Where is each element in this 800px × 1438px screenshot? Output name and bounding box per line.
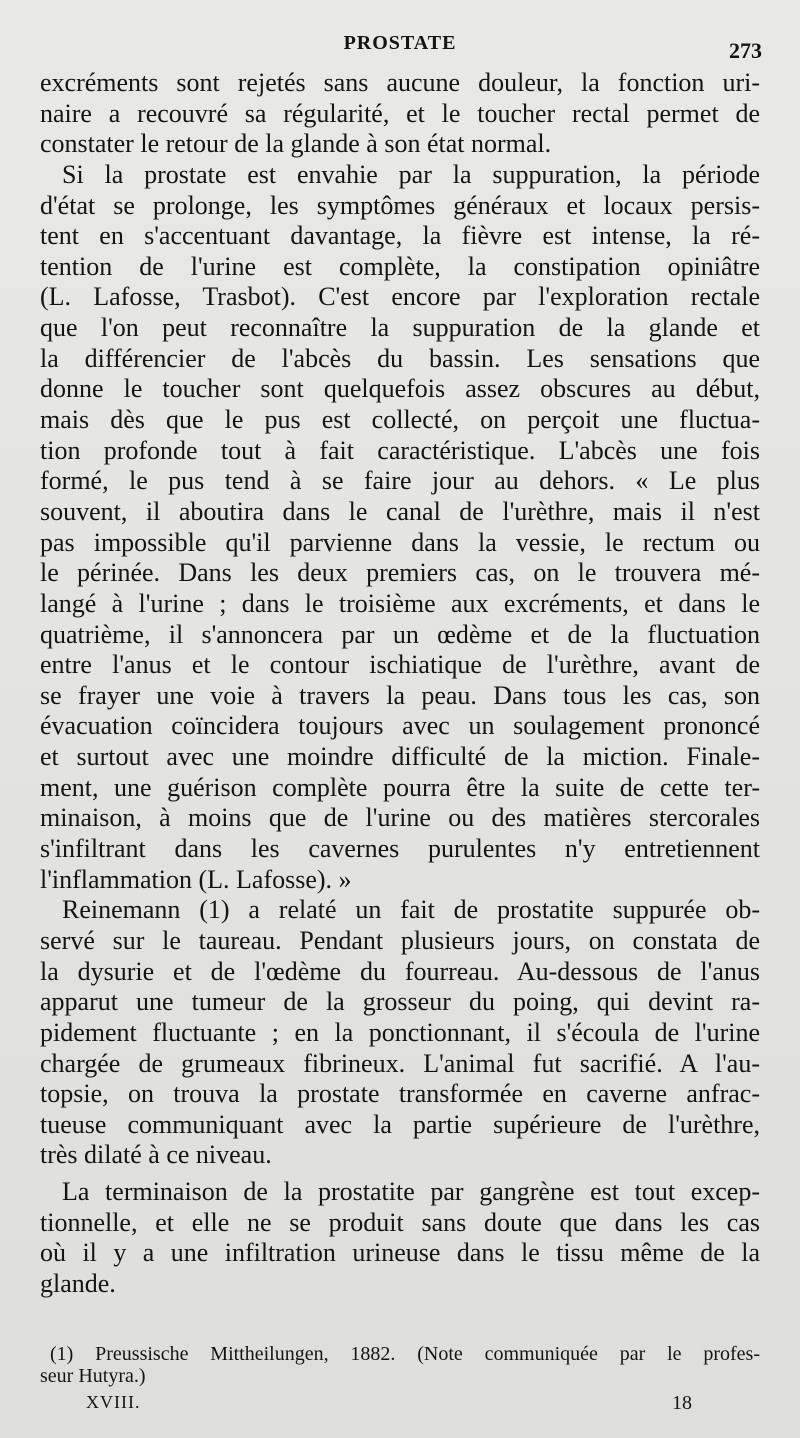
- footnote-line: (1) Preussische Mittheilungen, 1882. (Note communiquée par le profes-: [50, 1343, 760, 1365]
- text-line: souvent, il aboutira dans le canal de l'urèthre, mais il n'est: [40, 496, 760, 526]
- text-line: où il y a une infiltration urineuse dans le tissu même de la: [40, 1238, 760, 1268]
- text-line: quatrième, il s'annoncera par un œdème et de la fluctuation: [40, 619, 760, 649]
- text-line: naire a recouvré sa régularité, et le toucher rectal permet de: [40, 98, 760, 128]
- body-text: [40, 68, 760, 1300]
- text-line: tueuse communiquant avec la partie supérieure de l'urèthre,: [40, 1109, 760, 1139]
- text-line: excréments sont rejetés sans aucune douleur, la fonction uri-: [40, 68, 760, 97]
- text-line: servé sur le taureau. Pendant plusieurs jours, on constata de: [40, 925, 760, 955]
- text-line: la différencier de l'abcès du bassin. Les sensations que: [40, 343, 760, 373]
- running-title: PROSTATE: [343, 32, 457, 54]
- footnote-line: seur Hutyra.): [40, 1365, 146, 1387]
- text-line: langé à l'urine ; dans le troisième aux excréments, et dans le: [40, 588, 760, 618]
- running-head: [0, 30, 800, 63]
- text-line: que l'on peut reconnaître la suppuration de la glande et: [40, 313, 760, 343]
- text-line: très dilaté à ce niveau.: [40, 1140, 272, 1170]
- text-line: pidement fluctuante ; en la ponctionnant, il s'écoula de l'urine: [40, 1017, 760, 1047]
- text-line: tionnelle, et elle ne se produit sans doute que dans les cas: [40, 1207, 760, 1237]
- text-line: tion profonde tout à fait caractéristique. L'abcès une fois: [40, 435, 760, 465]
- text-line: tention de l'urine est complète, la constipation opiniâtre: [40, 251, 760, 281]
- sheet-number: 18: [672, 1392, 692, 1414]
- page-number: 273: [729, 38, 762, 63]
- text-line: constater le retour de la glande à son état normal.: [40, 129, 552, 159]
- text-line: entre l'anus et le contour ischiatique de l'urèthre, avant de: [40, 650, 760, 680]
- text-line: glande.: [40, 1268, 116, 1298]
- text-line: Si la prostate est envahie par la suppuration, la période: [62, 159, 760, 189]
- text-line: mais dès que le pus est collecté, on perçoit une fluctua-: [40, 405, 760, 435]
- text-line: le périnée. Dans les deux premiers cas, on le trouvera mé-: [40, 558, 760, 588]
- text-line: apparut une tumeur de la grosseur du poing, qui devint ra-: [40, 987, 760, 1017]
- text-line: pas impossible qu'il parvienne dans la vessie, le rectum ou: [40, 527, 760, 557]
- page-footer: [0, 1392, 800, 1422]
- signature-mark: XVIII.: [86, 1392, 141, 1412]
- text-line: d'état se prolonge, les symptômes généraux et locaux persis-: [40, 190, 760, 220]
- text-line: et surtout avec une moindre difficulté de la miction. Finale-: [40, 742, 760, 772]
- text-line: topsie, on trouva la prostate transformée en caverne anfrac-: [40, 1079, 760, 1109]
- text-line: La terminaison de la prostatite par gangrène est tout excep-: [62, 1177, 760, 1207]
- text-line: tent en s'accentuant davantage, la fièvre est intense, la ré-: [40, 221, 760, 251]
- text-line: Reinemann (1) a relaté un fait de prostatite suppurée ob-: [62, 895, 760, 925]
- text-line: la dysurie et de l'œdème du fourreau. Au-dessous de l'anus: [40, 956, 760, 986]
- text-line: (L. Lafosse, Trasbot). C'est encore par l'exploration rectale: [40, 282, 760, 312]
- text-line: ment, une guérison complète pourra être la suite de cette ter-: [40, 772, 760, 802]
- footnote: [40, 1343, 760, 1387]
- text-line: formé, le pus tend à se faire jour au dehors. « Le plus: [40, 466, 760, 496]
- text-line: se frayer une voie à travers la peau. Dans tous les cas, son: [40, 680, 760, 710]
- text-line: s'infiltrant dans les cavernes purulentes n'y entretiennent: [40, 834, 760, 864]
- text-line: l'inflammation (L. Lafosse). »: [40, 864, 352, 894]
- text-line: minaison, à moins que de l'urine ou des matières stercorales: [40, 803, 760, 833]
- text-line: donne le toucher sont quelquefois assez obscures au début,: [40, 374, 760, 404]
- text-line: évacuation coïncidera toujours avec un soulagement prononcé: [40, 711, 760, 741]
- text-line: chargée de grumeaux fibrineux. L'animal fut sacrifié. A l'au-: [40, 1048, 760, 1078]
